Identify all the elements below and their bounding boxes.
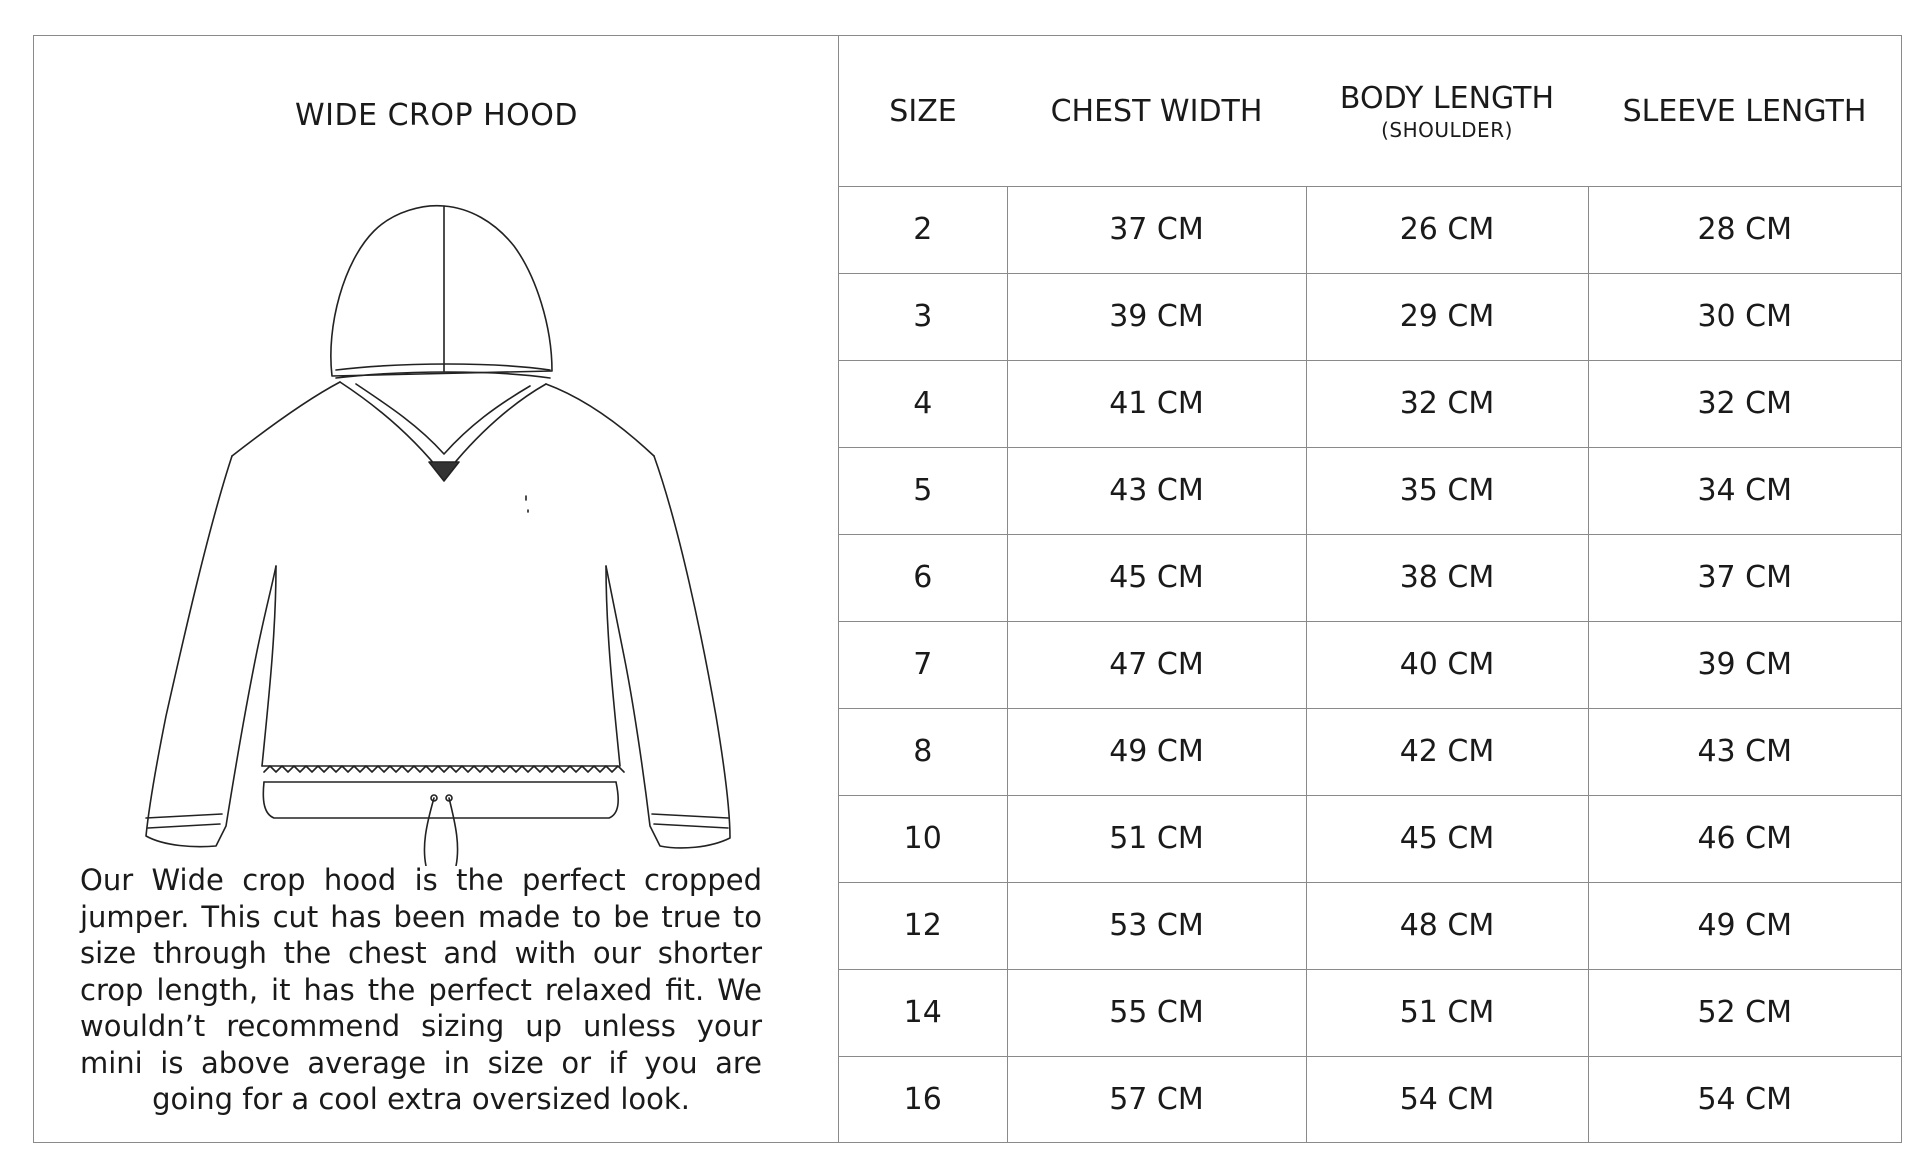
chest-width-cell: 47 CM (1007, 621, 1306, 708)
header-chest-width-label: CHEST WIDTH (1050, 93, 1263, 129)
sleeve-length-cell: 54 CM (1588, 1056, 1901, 1142)
hoodie-illustration (104, 186, 764, 866)
size-cell: 2 (839, 187, 1007, 274)
sleeve-length-cell: 32 CM (1588, 360, 1901, 447)
size-cell: 3 (839, 273, 1007, 360)
product-panel (34, 36, 839, 1142)
size-guide-frame (33, 35, 1902, 1143)
body-length-cell: 29 CM (1306, 273, 1588, 360)
table-row (839, 534, 1901, 621)
size-cell: 16 (903, 1081, 942, 1117)
size-cell: 4 (839, 360, 1007, 447)
chest-width-cell: 45 CM (1007, 534, 1306, 621)
table-row (839, 187, 1901, 274)
body-length-cell: 48 CM (1306, 882, 1588, 969)
header-size (839, 36, 1007, 187)
header-body-length (1306, 36, 1588, 187)
body-length-cell: 54 CM (1306, 1056, 1588, 1142)
body-length-cell: 40 CM (1306, 621, 1588, 708)
size-cell: 14 (839, 969, 1007, 1056)
body-length-cell: 35 CM (1306, 447, 1588, 534)
body-length-cell: 45 CM (1306, 795, 1588, 882)
chest-width-cell: 53 CM (1007, 882, 1306, 969)
table-row (839, 708, 1901, 795)
size-cell: 5 (839, 447, 1007, 534)
chest-width-cell: 37 CM (1007, 187, 1306, 274)
table-row (839, 1056, 1901, 1142)
table-row (839, 969, 1901, 1056)
header-size-label: SIZE (889, 93, 957, 129)
chest-width-cell: 51 CM (1007, 795, 1306, 882)
table-row (839, 447, 1901, 534)
table-row (839, 360, 1901, 447)
sleeve-length-cell: 37 CM (1588, 534, 1901, 621)
product-description: Our Wide crop hood is the perfect cropped jumper. This cut has been made to be true to size through the chest and with our shorter crop length, it has the perfect relaxed fit. We wouldn’t recommend sizing up unless your mini is above average in size or if you are going for a cool extra oversized look. (80, 863, 762, 1116)
size-chart-table (839, 36, 1901, 1142)
header-sleeve-length-label: SLEEVE LENGTH (1622, 93, 1867, 129)
header-body-length-label: BODY LENGTH (1339, 80, 1555, 116)
sleeve-length-cell: 52 CM (1588, 969, 1901, 1056)
size-cell: 8 (839, 708, 1007, 795)
chest-width-cell: 49 CM (1007, 708, 1306, 795)
body-length-cell: 42 CM (1306, 708, 1588, 795)
chest-width-cell: 39 CM (1007, 273, 1306, 360)
size-chart-body (839, 187, 1901, 1143)
chest-width-cell: 43 CM (1007, 447, 1306, 534)
sleeve-length-cell: 46 CM (1588, 795, 1901, 882)
table-row (839, 795, 1901, 882)
size-cell: 7 (839, 621, 1007, 708)
header-sleeve-length (1588, 36, 1901, 187)
sleeve-length-cell: 49 CM (1588, 882, 1901, 969)
sleeve-length-cell: 34 CM (1588, 447, 1901, 534)
sleeve-length-cell: 39 CM (1588, 621, 1901, 708)
sleeve-length-cell: 28 CM (1588, 187, 1901, 274)
chest-width-cell: 55 CM (1007, 969, 1306, 1056)
header-body-length-sublabel: (SHOULDER) (1381, 117, 1513, 142)
size-cell: 6 (839, 534, 1007, 621)
body-length-cell: 38 CM (1306, 534, 1588, 621)
sleeve-length-cell: 43 CM (1588, 708, 1901, 795)
size-cell: 10 (839, 795, 1007, 882)
body-length-cell: 32 CM (1306, 360, 1588, 447)
header-chest-width (1007, 36, 1306, 187)
size-cell: 12 (839, 882, 1007, 969)
product-title: WIDE CROP HOOD (294, 98, 579, 133)
chest-width-cell: 41 CM (1007, 360, 1306, 447)
table-row (839, 273, 1901, 360)
table-header-row (839, 36, 1901, 187)
chest-width-cell: 57 CM (1007, 1056, 1306, 1142)
body-length-cell: 26 CM (1306, 187, 1588, 274)
sleeve-length-cell: 30 CM (1588, 273, 1901, 360)
body-length-cell: 51 CM (1306, 969, 1588, 1056)
table-row (839, 882, 1901, 969)
table-row (839, 621, 1901, 708)
